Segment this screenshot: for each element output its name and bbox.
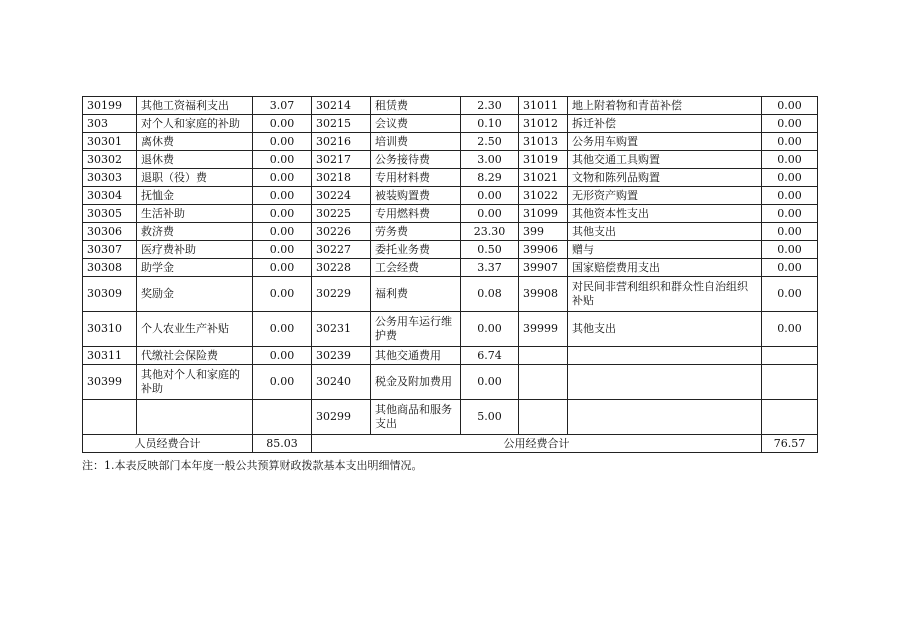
amount-cell: 6.74 xyxy=(461,347,519,365)
table-row xyxy=(83,169,818,187)
economic-code-cell: 30309 xyxy=(83,277,137,312)
public-total-value: 76.57 xyxy=(762,435,818,453)
economic-code-cell: 30304 xyxy=(83,187,137,205)
amount-cell: 0.00 xyxy=(762,259,818,277)
amount-cell: 0.00 xyxy=(253,205,312,223)
amount-cell: 0.00 xyxy=(762,241,818,259)
amount-cell: 0.10 xyxy=(461,115,519,133)
amount-cell: 0.00 xyxy=(253,223,312,241)
economic-code-cell: 30308 xyxy=(83,259,137,277)
economic-code-cell: 31099 xyxy=(519,205,568,223)
item-name-cell: 生活补助 xyxy=(137,205,253,223)
economic-code-cell: 30199 xyxy=(83,97,137,115)
amount-cell: 0.00 xyxy=(253,241,312,259)
item-name-cell xyxy=(568,365,762,400)
table-row xyxy=(83,312,818,347)
table-row xyxy=(83,223,818,241)
table-row xyxy=(83,400,818,435)
economic-code-cell xyxy=(519,365,568,400)
table-body xyxy=(83,97,818,435)
item-name-cell: 专用材料费 xyxy=(371,169,461,187)
amount-cell xyxy=(762,347,818,365)
amount-cell: 3.07 xyxy=(253,97,312,115)
amount-cell: 0.00 xyxy=(762,169,818,187)
table-row xyxy=(83,241,818,259)
amount-cell: 0.00 xyxy=(762,277,818,312)
economic-code-cell: 30302 xyxy=(83,151,137,169)
economic-code-cell: 31021 xyxy=(519,169,568,187)
amount-cell: 0.50 xyxy=(461,241,519,259)
economic-code-cell: 30240 xyxy=(312,365,371,400)
economic-code-cell: 39999 xyxy=(519,312,568,347)
amount-cell: 0.00 xyxy=(461,312,519,347)
item-name-cell xyxy=(568,347,762,365)
item-name-cell: 国家赔偿费用支出 xyxy=(568,259,762,277)
item-name-cell xyxy=(568,400,762,435)
table-row xyxy=(83,115,818,133)
item-name-cell xyxy=(137,400,253,435)
amount-cell: 0.00 xyxy=(253,365,312,400)
economic-code-cell: 30305 xyxy=(83,205,137,223)
item-name-cell: 助学金 xyxy=(137,259,253,277)
economic-code-cell: 30228 xyxy=(312,259,371,277)
item-name-cell: 公务用车购置 xyxy=(568,133,762,151)
amount-cell: 0.00 xyxy=(461,187,519,205)
item-name-cell: 个人农业生产补贴 xyxy=(137,312,253,347)
amount-cell: 0.00 xyxy=(253,347,312,365)
economic-code-cell xyxy=(519,347,568,365)
amount-cell: 2.50 xyxy=(461,133,519,151)
item-name-cell: 其他工资福利支出 xyxy=(137,97,253,115)
table-row xyxy=(83,151,818,169)
economic-code-cell xyxy=(83,400,137,435)
amount-cell: 0.00 xyxy=(253,115,312,133)
amount-cell: 0.00 xyxy=(762,151,818,169)
amount-cell: 0.00 xyxy=(762,187,818,205)
economic-code-cell: 30299 xyxy=(312,400,371,435)
item-name-cell: 其他交通工具购置 xyxy=(568,151,762,169)
expenditure-detail-table xyxy=(82,96,818,453)
item-name-cell: 其他对个人和家庭的补助 xyxy=(137,365,253,400)
economic-code-cell: 39908 xyxy=(519,277,568,312)
amount-cell: 5.00 xyxy=(461,400,519,435)
item-name-cell: 劳务费 xyxy=(371,223,461,241)
table-row xyxy=(83,187,818,205)
economic-code-cell: 399 xyxy=(519,223,568,241)
item-name-cell: 其他商品和服务支出 xyxy=(371,400,461,435)
item-name-cell: 其他支出 xyxy=(568,223,762,241)
economic-code-cell: 30301 xyxy=(83,133,137,151)
economic-code-cell: 39907 xyxy=(519,259,568,277)
item-name-cell: 对个人和家庭的补助 xyxy=(137,115,253,133)
item-name-cell: 会议费 xyxy=(371,115,461,133)
item-name-cell: 其他交通费用 xyxy=(371,347,461,365)
item-name-cell: 被装购置费 xyxy=(371,187,461,205)
amount-cell: 0.00 xyxy=(461,205,519,223)
item-name-cell: 其他资本性支出 xyxy=(568,205,762,223)
amount-cell: 8.29 xyxy=(461,169,519,187)
item-name-cell: 奖励金 xyxy=(137,277,253,312)
item-name-cell: 地上附着物和青苗补偿 xyxy=(568,97,762,115)
economic-code-cell: 30310 xyxy=(83,312,137,347)
economic-code-cell: 31013 xyxy=(519,133,568,151)
table-footnote: 注：1.本表反映部门本年度一般公共预算财政拨款基本支出明细情况。 xyxy=(82,459,423,472)
economic-code-cell: 30399 xyxy=(83,365,137,400)
economic-code-cell: 31011 xyxy=(519,97,568,115)
economic-code-cell: 30229 xyxy=(312,277,371,312)
item-name-cell: 专用燃料费 xyxy=(371,205,461,223)
item-name-cell: 委托业务费 xyxy=(371,241,461,259)
item-name-cell: 租赁费 xyxy=(371,97,461,115)
economic-code-cell xyxy=(519,400,568,435)
table-row xyxy=(83,133,818,151)
economic-code-cell: 30225 xyxy=(312,205,371,223)
item-name-cell: 代缴社会保险费 xyxy=(137,347,253,365)
amount-cell: 0.00 xyxy=(461,365,519,400)
personnel-total-label: 人员经费合计 xyxy=(83,435,253,453)
amount-cell: 3.37 xyxy=(461,259,519,277)
economic-code-cell: 303 xyxy=(83,115,137,133)
amount-cell: 0.00 xyxy=(253,151,312,169)
economic-code-cell: 39906 xyxy=(519,241,568,259)
amount-cell: 2.30 xyxy=(461,97,519,115)
item-name-cell: 对民间非营利组织和群众性自治组织补贴 xyxy=(568,277,762,312)
economic-code-cell: 31012 xyxy=(519,115,568,133)
table-row xyxy=(83,347,818,365)
table-row xyxy=(83,259,818,277)
item-name-cell: 福利费 xyxy=(371,277,461,312)
item-name-cell: 退职（役）费 xyxy=(137,169,253,187)
amount-cell xyxy=(253,400,312,435)
item-name-cell: 拆迁补偿 xyxy=(568,115,762,133)
table-row xyxy=(83,205,818,223)
personnel-total-value: 85.03 xyxy=(253,435,312,453)
economic-code-cell: 30214 xyxy=(312,97,371,115)
amount-cell: 0.00 xyxy=(762,133,818,151)
economic-code-cell: 31022 xyxy=(519,187,568,205)
item-name-cell: 税金及附加费用 xyxy=(371,365,461,400)
economic-code-cell: 30231 xyxy=(312,312,371,347)
item-name-cell: 公务用车运行维护费 xyxy=(371,312,461,347)
amount-cell: 0.00 xyxy=(253,312,312,347)
amount-cell: 0.00 xyxy=(253,277,312,312)
economic-code-cell: 30303 xyxy=(83,169,137,187)
item-name-cell: 抚恤金 xyxy=(137,187,253,205)
economic-code-cell: 30218 xyxy=(312,169,371,187)
economic-code-cell: 30217 xyxy=(312,151,371,169)
amount-cell: 0.00 xyxy=(762,115,818,133)
amount-cell: 0.08 xyxy=(461,277,519,312)
amount-cell: 23.30 xyxy=(461,223,519,241)
item-name-cell: 培训费 xyxy=(371,133,461,151)
amount-cell: 0.00 xyxy=(762,312,818,347)
economic-code-cell: 30311 xyxy=(83,347,137,365)
item-name-cell: 救济费 xyxy=(137,223,253,241)
economic-code-cell: 30239 xyxy=(312,347,371,365)
economic-code-cell: 30307 xyxy=(83,241,137,259)
public-total-label: 公用经费合计 xyxy=(312,435,762,453)
amount-cell xyxy=(762,365,818,400)
table-row xyxy=(83,277,818,312)
economic-code-cell: 30216 xyxy=(312,133,371,151)
amount-cell: 0.00 xyxy=(253,169,312,187)
totals-row xyxy=(83,435,818,453)
table-row xyxy=(83,97,818,115)
item-name-cell: 无形资产购置 xyxy=(568,187,762,205)
amount-cell: 0.00 xyxy=(253,259,312,277)
amount-cell: 0.00 xyxy=(253,187,312,205)
item-name-cell: 退休费 xyxy=(137,151,253,169)
amount-cell xyxy=(762,400,818,435)
amount-cell: 3.00 xyxy=(461,151,519,169)
economic-code-cell: 31019 xyxy=(519,151,568,169)
item-name-cell: 公务接待费 xyxy=(371,151,461,169)
item-name-cell: 其他支出 xyxy=(568,312,762,347)
economic-code-cell: 30226 xyxy=(312,223,371,241)
item-name-cell: 文物和陈列品购置 xyxy=(568,169,762,187)
item-name-cell: 医疗费补助 xyxy=(137,241,253,259)
item-name-cell: 工会经费 xyxy=(371,259,461,277)
amount-cell: 0.00 xyxy=(762,97,818,115)
item-name-cell: 离休费 xyxy=(137,133,253,151)
amount-cell: 0.00 xyxy=(253,133,312,151)
economic-code-cell: 30306 xyxy=(83,223,137,241)
economic-code-cell: 30224 xyxy=(312,187,371,205)
economic-code-cell: 30227 xyxy=(312,241,371,259)
economic-code-cell: 30215 xyxy=(312,115,371,133)
amount-cell: 0.00 xyxy=(762,223,818,241)
table-row xyxy=(83,365,818,400)
item-name-cell: 赠与 xyxy=(568,241,762,259)
amount-cell: 0.00 xyxy=(762,205,818,223)
